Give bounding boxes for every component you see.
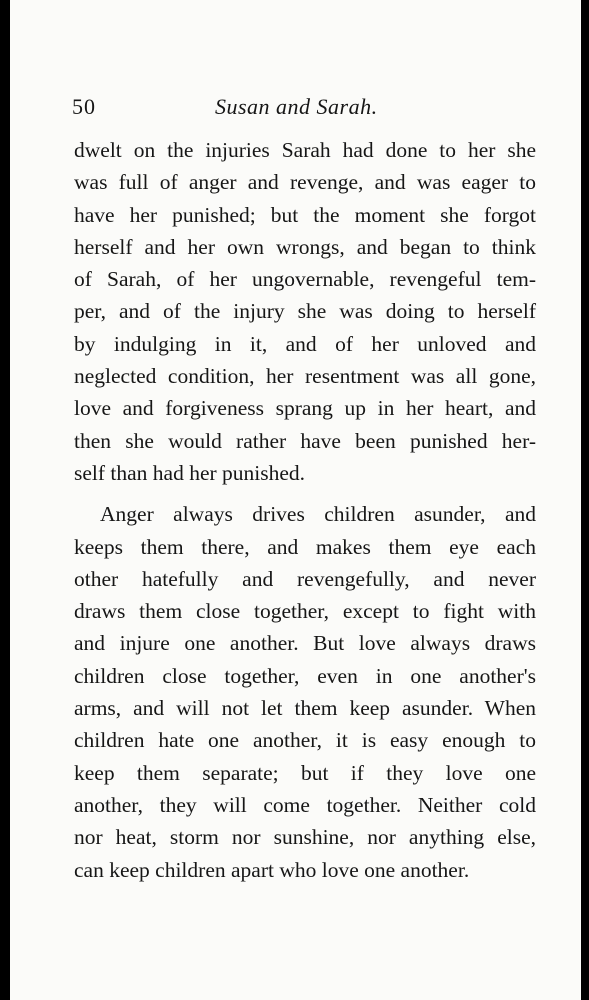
text-line: self than had her punished.	[74, 460, 306, 485]
text-line: nor heat, storm nor sunshine, nor anything else,	[74, 825, 536, 850]
text-line: was full of anger and revenge, and was eager to	[74, 170, 536, 195]
text-line: have her punished; but the moment she forgot	[74, 202, 536, 227]
text-line: then she would rather have been punished her-	[74, 428, 536, 453]
paragraph	[74, 498, 536, 886]
text-line: draws them close together, except to fight with	[74, 599, 536, 624]
running-head	[10, 94, 581, 124]
text-line: keeps them there, and makes them eye each	[74, 534, 536, 559]
text-line: another, they will come together. Neither cold	[74, 792, 536, 817]
text-line: per, and of the injury she was doing to herself	[74, 299, 536, 324]
text-line: herself and her own wrongs, and began to think	[74, 234, 536, 259]
body-text	[74, 134, 536, 886]
text-line: keep them separate; but if they love one	[74, 760, 536, 785]
text-line: children close together, even in one another's	[74, 663, 536, 688]
text-line: of Sarah, of her ungovernable, revengeful tem-	[74, 267, 536, 292]
text-line: and injure one another. But love always draws	[74, 631, 536, 656]
page-number: 50	[72, 94, 96, 119]
text-line: neglected condition, her resentment was all gone,	[74, 364, 536, 389]
book-page	[10, 0, 581, 1000]
text-line: arms, and will not let them keep asunder. When	[74, 696, 536, 721]
text-line: dwelt on the injuries Sarah had done to her she	[74, 138, 536, 162]
text-line: other hatefully and revengefully, and never	[74, 566, 536, 591]
text-line: children hate one another, it is easy enough to	[74, 728, 536, 753]
text-line: can keep children apart who love one another.	[74, 857, 470, 882]
text-line: Anger always drives children asunder, and	[100, 502, 536, 527]
paragraph	[74, 134, 536, 489]
text-line: love and forgiveness sprang up in her heart, and	[74, 396, 536, 421]
text-line: by indulging in it, and of her unloved and	[74, 331, 536, 356]
paragraph-gap	[74, 489, 536, 498]
running-title: Susan and Sarah.	[215, 94, 378, 119]
